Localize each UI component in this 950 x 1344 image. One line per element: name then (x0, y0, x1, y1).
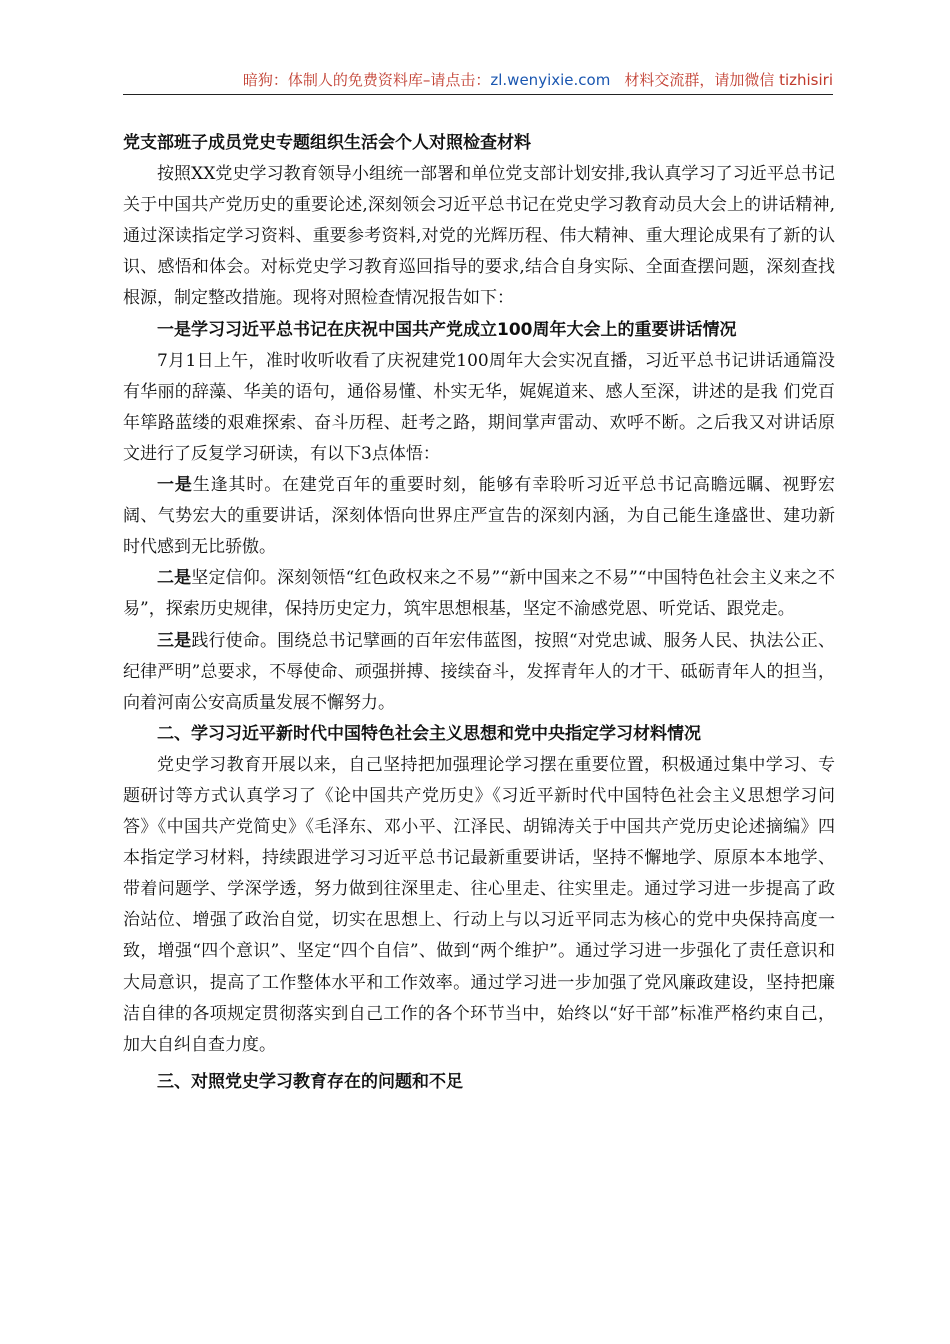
section-1-point-3 (123, 626, 835, 719)
header-prompt: 请点击： (430, 71, 491, 89)
point-text: 坚定信仰。深刻领悟“红色政权来之不易”“新中国来之不易”“中国特色社会主义来之不易”，探索历史规律，保持历史定力，筑牢思想根基，坚定不渝感党恩、听党话、跟党走。 (123, 568, 836, 620)
section-2-heading: 二、学习习近平新时代中国特色社会主义思想和党中央指定学习材料情况 (157, 723, 701, 744)
section-1-point-1 (123, 470, 835, 563)
point-lead: 二是 (157, 568, 192, 589)
page-header (123, 68, 833, 95)
section-1-heading: 一是学习习近平总书记在庆祝中国共产党成立100周年大会上的重要讲话情况 (157, 319, 737, 340)
section-1-point-2 (123, 563, 835, 625)
point-lead: 一是 (157, 475, 193, 496)
header-separator: – (422, 71, 431, 89)
point-lead: 三是 (157, 630, 192, 651)
header-group-info: 材料交流群，请加微信 tizhisiri (624, 71, 833, 89)
section-2-body: 党史学习教育开展以来，自己坚持把加强理论学习摆在重要位置，积极通过集中学习、专题研讨等方式认真学习了《论中国共产党历史》《习近平新时代中国特色社会主义思想学习问答》《中国共产党简史》《毛泽东、邓小平、江泽民、胡锦涛关于中国共产党历史论述摘编》四本指定学习材料，持续跟进学习习近平总书记最新重要讲话，坚持不懈地学、原原本本地学、带着问题学、学深学透，努力做到往深里走、往心里走、往实里走。通过学习进一步提高了政治站位、增强了政治自觉，切实在思想上、行动上与以习近平同志为核心的党中央保持高度一致，增强“四个意识”、坚定“四个自信”、做到“两个维护”。通过学习进一步强化了责任意识和大局意识，提高了工作整体水平和工作效率。通过学习进一步加强了党风廉政建设，坚持把廉洁自律的各项规定贯彻落实到自己工作的各个环节当中，始终以“好干部”标准严格约束自己，加大自纠自查力度。 (123, 754, 835, 1055)
point-text: 践行使命。围绕总书记擘画的百年宏伟蓝图，按照“对党忠诚、服务人民、执法公正、纪律严明”总要求，不辱使命、顽强拼搏、接续奋斗，发挥青年人的才干、砥砺青年人的担当，向着河南公安高质量发展不懈努力。 (123, 630, 835, 713)
point-text: 生逢其时。在建党百年的重要时刻，能够有幸聆听习近平总书记高瞻远瞩、视野宏阔、气势宏大的重要讲话，深刻体悟向世界庄严宣告的深刻内涵，为自己能生逢盛世、建功新时代感到无比骄傲。 (123, 475, 836, 558)
header-brand: 暗狗：体制人的免费资料库 (242, 71, 423, 89)
header-url-link[interactable]: zl.wenyixie.com (490, 71, 611, 89)
document-title: 党支部班子成员党史专题组织生活会个人对照检查材料 (123, 133, 531, 153)
section-3-heading: 三、对照党史学习教育存在的问题和不足 (157, 1071, 463, 1092)
document-body (123, 128, 835, 1098)
intro-paragraph: 按照XX党史学习教育领导小组统一部署和单位党支部计划安排,我认真学习了习近平总书记关于中国共产党历史的重要论述,深刻领会习近平总书记在党史学习教育动员大会上的讲话精神,通过深读指定学习资料、重要参考资料,对党的光辉历程、伟大精神、重大理论成果有了新的认识、感悟和体会。对标党史学习教育巡回指导的要求,结合自身实际、全面查摆问题，深刻查找根源，制定整改措施。现将对照检查情况报告如下： (123, 164, 835, 309)
section-1-body: 7月1日上午，准时收听收看了庆祝建党100周年大会实况直播，习近平总书记讲话通篇没有华丽的辞藻、华美的语句，通俗易懂、朴实无华，娓娓道来、感人至深，讲述的是我 们党百年筚路蓝缕的艰难探索、奋斗历程、赶考之路，期间掌声雷动、欢呼不断。之后我又对讲话原文进行了反复学习研读，有以下3点体悟： (123, 350, 835, 464)
